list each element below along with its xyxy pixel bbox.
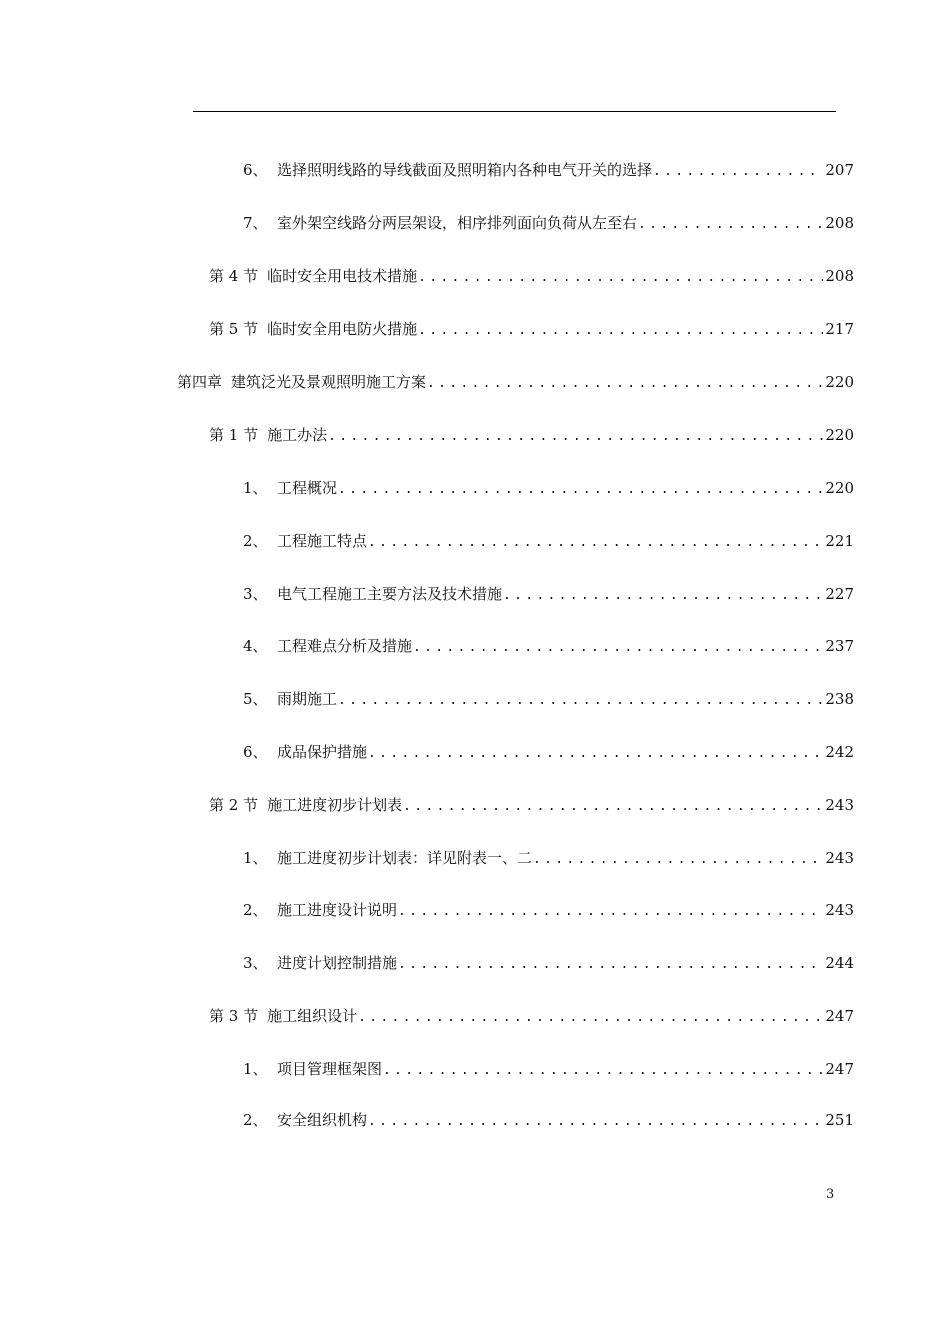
toc-dot-leader xyxy=(328,425,823,449)
toc-entry-number: 3、 xyxy=(243,954,268,972)
toc-entry-number: 第 4 节 xyxy=(209,267,259,285)
toc-entry-page: 217 xyxy=(825,320,854,338)
toc-entry-page: 244 xyxy=(825,954,854,972)
toc-dot-leader xyxy=(398,900,823,924)
toc-entry-page: 238 xyxy=(825,690,854,708)
toc-entry-number: 第 3 节 xyxy=(209,1007,259,1025)
toc-dot-leader xyxy=(533,848,823,872)
toc-entry[interactable] xyxy=(243,158,854,182)
toc-entry[interactable] xyxy=(209,423,854,447)
toc-entry-number: 第 2 节 xyxy=(209,796,259,814)
toc-entry-page: 243 xyxy=(825,901,854,919)
toc-entry-number: 4、 xyxy=(243,637,268,655)
toc-entry-page: 243 xyxy=(825,796,854,814)
toc-entry-number: 6、 xyxy=(243,161,268,179)
toc-dot-leader xyxy=(638,213,823,237)
toc-entry-page: 208 xyxy=(825,214,854,232)
toc-entry[interactable] xyxy=(243,529,854,553)
toc-dot-leader xyxy=(653,160,823,184)
toc-entry-number: 6、 xyxy=(243,743,268,761)
toc-entry-title: 进度计划控制措施 xyxy=(277,954,398,972)
toc-entry-title: 工程难点分析及措施 xyxy=(277,637,413,655)
toc-entry[interactable] xyxy=(209,264,854,288)
toc-entry-title: 建筑泛光及景观照明施工方案 xyxy=(231,373,427,391)
toc-entry-page: 242 xyxy=(825,743,854,761)
toc-entry[interactable] xyxy=(243,740,854,764)
toc-entry-title: 雨期施工 xyxy=(277,690,338,708)
toc-entry-number: 第四章 xyxy=(177,373,223,391)
toc-entry[interactable] xyxy=(209,317,854,341)
toc-dot-leader xyxy=(418,319,823,343)
toc-dot-leader xyxy=(427,372,823,396)
toc-dot-leader xyxy=(338,478,823,502)
toc-entry-number: 5、 xyxy=(243,690,268,708)
toc-entry-title: 施工进度初步计划表 xyxy=(267,796,403,814)
toc-entry-title: 成品保护措施 xyxy=(277,743,368,761)
toc-entry-number: 1、 xyxy=(243,849,268,867)
toc-entry[interactable] xyxy=(209,1004,854,1028)
toc-entry-page: 251 xyxy=(825,1111,854,1129)
toc-entry-title: 室外架空线路分两层架设，相序排列面向负荷从左至右 xyxy=(277,214,638,232)
toc-entry-number: 7、 xyxy=(243,214,268,232)
toc-entry-page: 208 xyxy=(825,267,854,285)
toc-dot-leader xyxy=(403,795,823,819)
toc-entry[interactable] xyxy=(243,846,854,870)
toc-entry-number: 第 1 节 xyxy=(209,426,259,444)
toc-entry-title: 施工组织设计 xyxy=(267,1007,358,1025)
toc-dot-leader xyxy=(418,266,823,290)
toc-dot-leader xyxy=(383,1059,823,1083)
toc-entry-page: 237 xyxy=(825,637,854,655)
toc-entry-number: 2、 xyxy=(243,532,268,550)
toc-entry-title: 临时安全用电技术措施 xyxy=(267,267,418,285)
toc-entry-page: 247 xyxy=(825,1060,854,1078)
toc-dot-leader xyxy=(368,1110,823,1134)
page-number: 3 xyxy=(826,1187,835,1202)
toc-entry-title: 选择照明线路的导线截面及照明箱内各种电气开关的选择 xyxy=(277,161,653,179)
toc-dot-leader xyxy=(368,742,823,766)
toc-entry-number: 1、 xyxy=(243,1060,268,1078)
toc-dot-leader xyxy=(413,636,823,660)
toc-entry[interactable] xyxy=(209,793,854,817)
toc-entry-page: 243 xyxy=(825,849,854,867)
toc-dot-leader xyxy=(368,531,823,555)
toc-entry-number: 3、 xyxy=(243,585,268,603)
toc-entry-title: 施工办法 xyxy=(267,426,328,444)
toc-entry-page: 220 xyxy=(825,426,854,444)
toc-entry-number: 1、 xyxy=(243,479,268,497)
toc-dot-leader xyxy=(358,1006,823,1030)
toc-entry[interactable] xyxy=(177,370,854,394)
toc-entry[interactable] xyxy=(243,211,854,235)
toc-entry-title: 项目管理框架图 xyxy=(277,1060,383,1078)
toc-entry-number: 2、 xyxy=(243,901,268,919)
toc-entry-page: 227 xyxy=(825,585,854,603)
toc-entry-page: 220 xyxy=(825,373,854,391)
toc-entry-title: 安全组织机构 xyxy=(277,1111,368,1129)
toc-entry-title: 工程施工特点 xyxy=(277,532,368,550)
toc-entry-title: 施工进度初步计划表：详见附表一、二 xyxy=(277,849,533,867)
toc-dot-leader xyxy=(503,584,823,608)
toc-dot-leader xyxy=(398,953,823,977)
toc-entry-page: 220 xyxy=(825,479,854,497)
toc-entry-title: 施工进度设计说明 xyxy=(277,901,398,919)
toc-entry-title: 工程概况 xyxy=(277,479,338,497)
toc-entry-page: 247 xyxy=(825,1007,854,1025)
toc-entry-number: 2、 xyxy=(243,1111,268,1129)
toc-dot-leader xyxy=(338,689,823,713)
toc-entry[interactable] xyxy=(243,634,854,658)
toc-entry-title: 临时安全用电防火措施 xyxy=(267,320,418,338)
toc-entry[interactable] xyxy=(243,951,854,975)
toc-entry[interactable] xyxy=(243,476,854,500)
toc-entry[interactable] xyxy=(243,582,854,606)
toc-entry-page: 207 xyxy=(825,161,854,179)
toc-entry[interactable] xyxy=(243,687,854,711)
toc-entry[interactable] xyxy=(243,898,854,922)
toc-entry-page: 221 xyxy=(825,532,854,550)
toc-entry-title: 电气工程施工主要方法及技术措施 xyxy=(277,585,503,603)
toc-entry[interactable] xyxy=(243,1108,854,1132)
toc-entry[interactable] xyxy=(243,1057,854,1081)
toc-entry-number: 第 5 节 xyxy=(209,320,259,338)
